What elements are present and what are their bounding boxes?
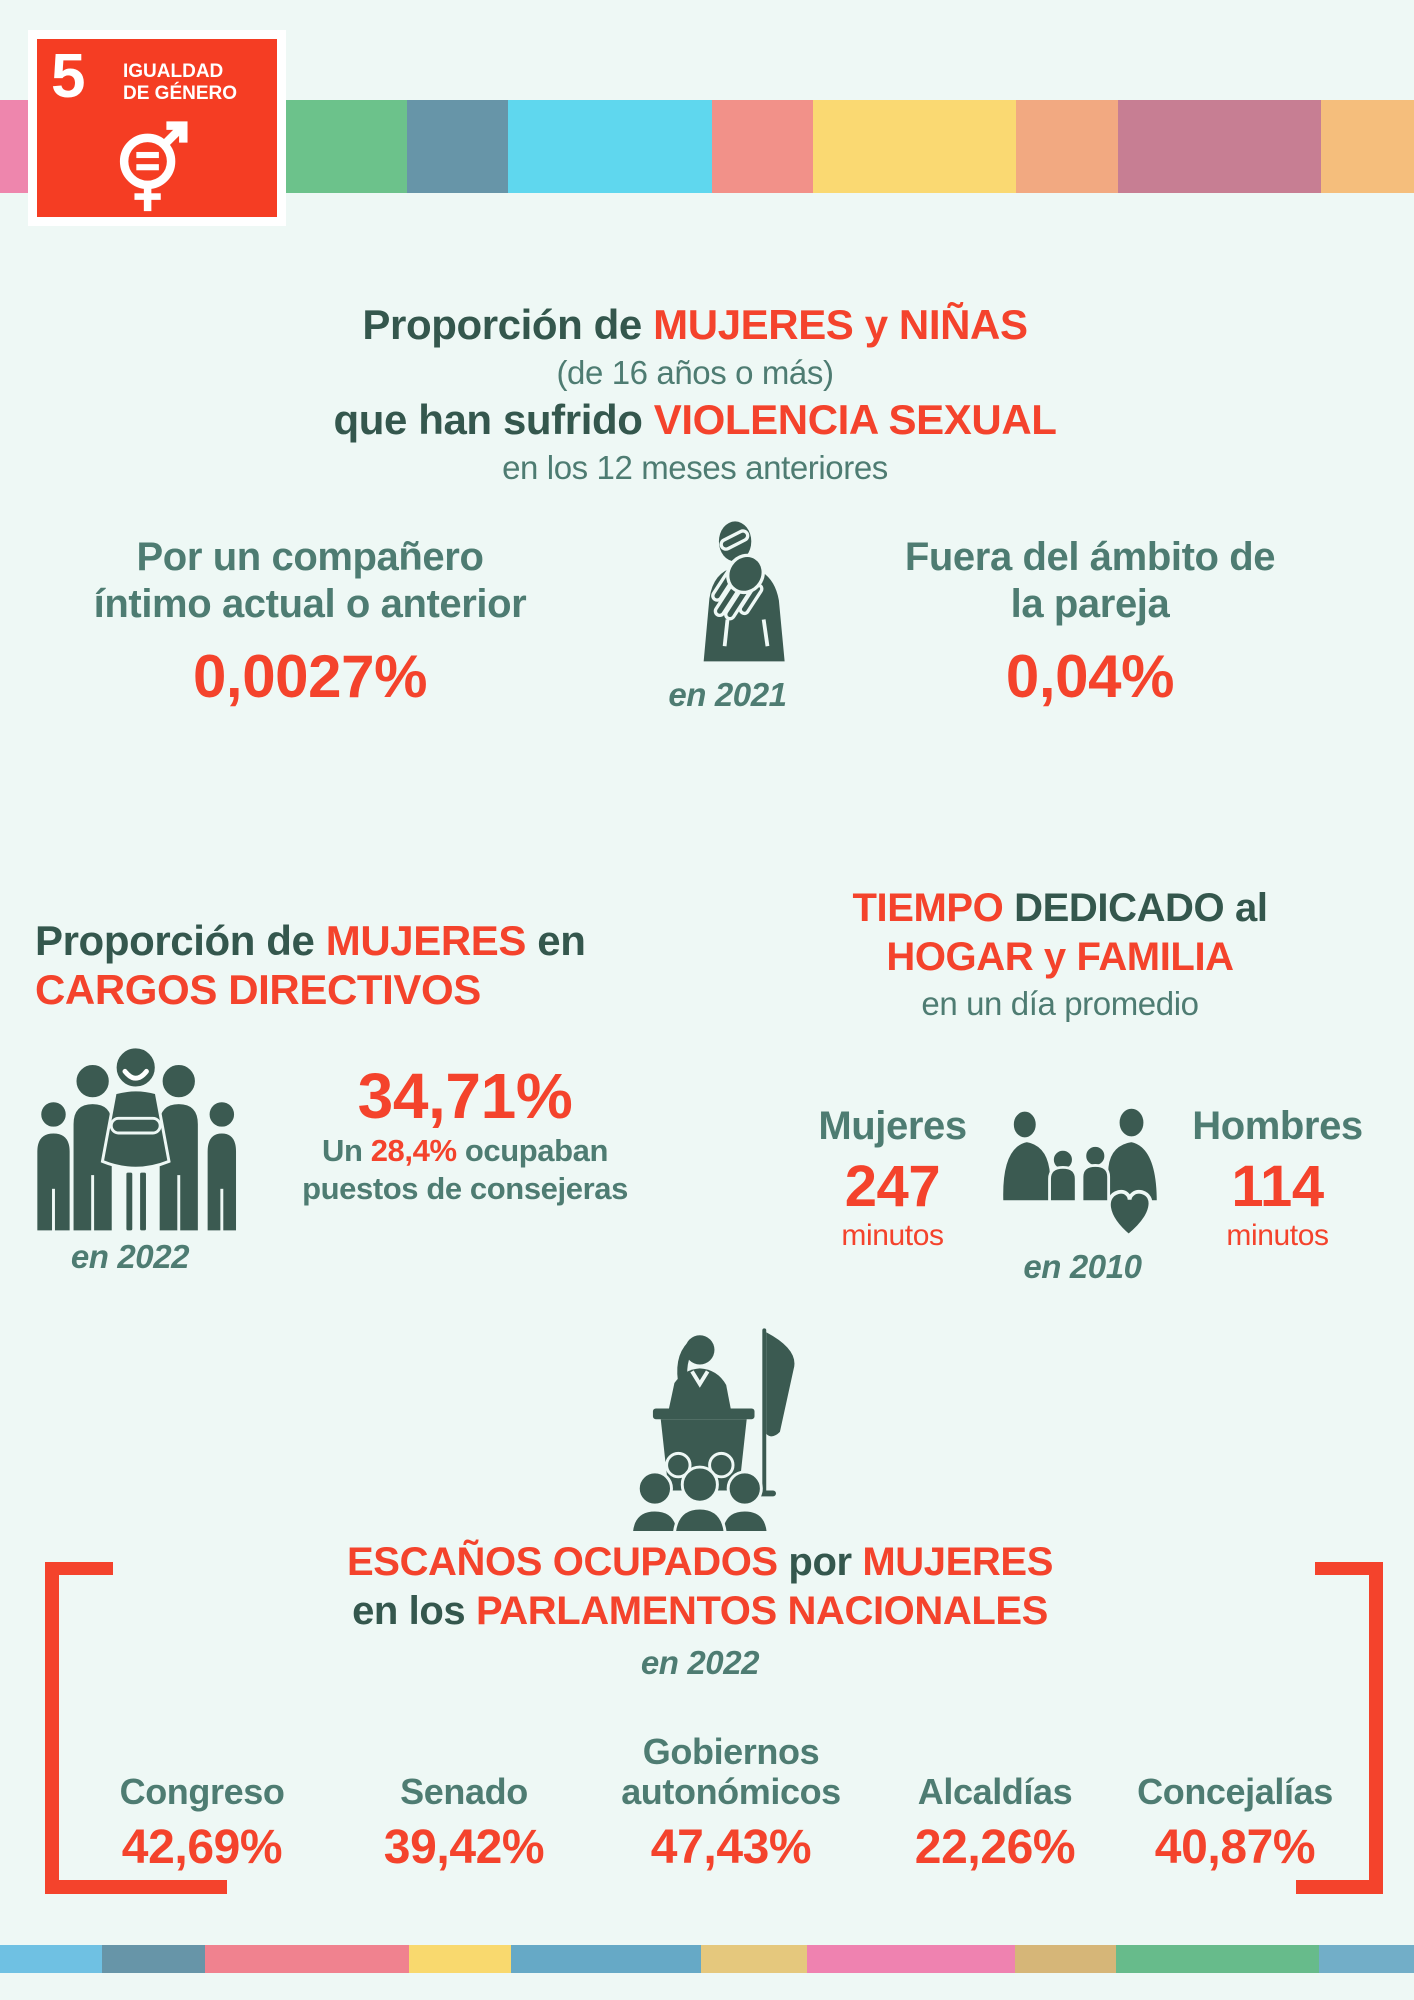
- sdg-label: IGUALDAD DE GÉNERO: [123, 61, 238, 104]
- stripe-pink-block: [0, 100, 28, 193]
- directivos-stats: [245, 1060, 685, 1208]
- sdg-number: 5: [51, 42, 86, 111]
- stat-concejalias: Concejalías 40,87%: [1137, 1771, 1333, 1874]
- stripe-segment: [701, 1945, 807, 1973]
- tiempo-title: TIEMPO DEDICADO al HOGAR y FAMILIA en un día promedio: [852, 886, 1268, 1022]
- gender-equality-icon: [101, 105, 213, 213]
- parlamentos-title: [0, 1538, 1400, 1682]
- directivos-subline1: Un 28,4% ocupaban: [321, 1133, 609, 1168]
- left-bracket-top-arm: [45, 1562, 113, 1575]
- stat-congreso: Congreso 42,69%: [119, 1771, 285, 1874]
- stripe-segment: [0, 1945, 102, 1973]
- stat-gobiernos-autonomicos: Gobiernos autonómicos 47,43%: [621, 1731, 841, 1874]
- directivos-title: Proporción de MUJERES en CARGOS DIRECTIVOS: [35, 917, 586, 1013]
- stat-partner-value: 0,0027%: [192, 643, 428, 710]
- main-title-line1: Proporción de MUJERES y NIÑAS: [362, 301, 1028, 348]
- stat-partner-label: Por un compañero íntimo actual o anterior: [93, 535, 527, 626]
- directivos-year: en 2022: [70, 1238, 190, 1275]
- executives-group-icon: [30, 1036, 260, 1232]
- right-bracket-foot: [1296, 1880, 1383, 1894]
- main-title-line4: en los 12 meses anteriores: [502, 449, 888, 486]
- parlamentos-title-line2: en los PARLAMENTOS NACIONALES: [352, 1589, 1048, 1633]
- tiempo-year: en 2010: [1023, 1248, 1142, 1285]
- stripe-segment: [508, 100, 712, 193]
- stripe-segment: [407, 100, 508, 193]
- stripe-segment: [286, 100, 407, 193]
- parlamentos-year: en 2022: [640, 1644, 760, 1681]
- stripe-segment: [813, 100, 1016, 193]
- stat-senado: Senado 39,42%: [383, 1771, 545, 1874]
- sdg5-badge-tile: [37, 39, 277, 217]
- stripe-segment: [1016, 100, 1118, 193]
- top-color-stripe: [286, 100, 1414, 193]
- stat-alcaldias: Alcaldías 22,26%: [914, 1771, 1076, 1874]
- main-title-line2: (de 16 años o más): [556, 354, 834, 391]
- parliament-speaker-icon: [608, 1320, 818, 1535]
- stripe-segment: [807, 1945, 1015, 1973]
- stat-outside-value: 0,04%: [1005, 643, 1175, 710]
- bottom-color-stripe: [0, 1945, 1414, 1973]
- stripe-segment: [409, 1945, 511, 1973]
- right-bracket-top-arm: [1315, 1562, 1383, 1575]
- directivos-subline2: puestos de consejeras: [302, 1171, 628, 1206]
- violence-year: en 2021: [668, 676, 787, 713]
- left-bracket-vertical: [45, 1562, 59, 1894]
- right-bracket-vertical: [1369, 1562, 1383, 1894]
- stat-hombres-minutes: Hombres 114 minutos: [1192, 1104, 1363, 1252]
- stat-partner-violence: [60, 534, 560, 711]
- parlamentos-title-line1: ESCAÑOS OCUPADOS por MUJERES: [347, 1540, 1053, 1584]
- directivos-value: 34,71%: [357, 1060, 573, 1132]
- stat-mujeres-minutes: Mujeres 247 minutos: [818, 1104, 967, 1252]
- stripe-segment: [1319, 1945, 1414, 1973]
- left-bracket-foot: [45, 1880, 227, 1894]
- stripe-segment: [1015, 1945, 1116, 1973]
- stripe-segment: [1321, 100, 1414, 193]
- violence-icon: [697, 516, 797, 664]
- stat-outside-partner: [860, 534, 1320, 711]
- stripe-segment: [102, 1945, 205, 1973]
- stripe-segment: [1118, 100, 1321, 193]
- stripe-segment: [511, 1945, 701, 1973]
- stripe-segment: [712, 100, 813, 193]
- sdg5-badge: [28, 30, 286, 226]
- stripe-segment: [205, 1945, 409, 1973]
- stat-outside-label: Fuera del ámbito de la pareja: [904, 535, 1276, 626]
- family-icon: [1000, 1106, 1162, 1244]
- stripe-segment: [1116, 1945, 1319, 1973]
- main-title: [0, 300, 1390, 490]
- main-title-line3: que han sufrido VIOLENCIA SEXUAL: [333, 396, 1057, 443]
